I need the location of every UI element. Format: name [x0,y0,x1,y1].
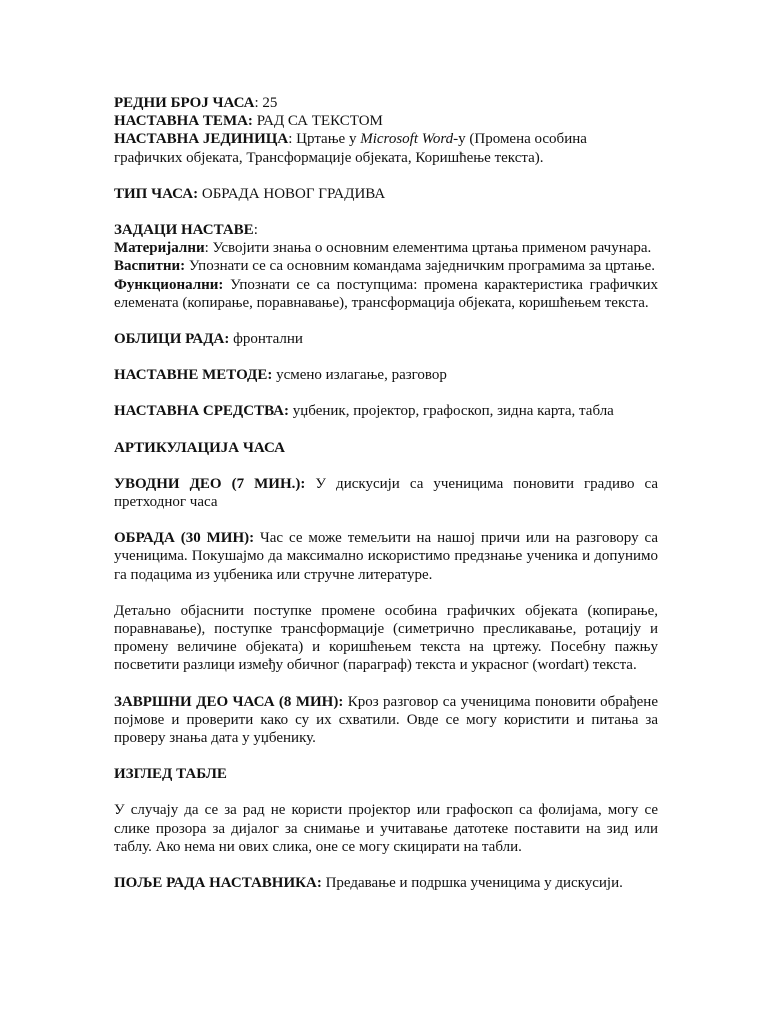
unit-text-after: -у (Промена особина графичких објеката, Трансформације објеката, Коришћење текста). [114,131,587,166]
tasks-material [114,239,658,257]
teacher-value: Предавање и подршка ученицима у дискусији. [321,875,623,892]
articulation-heading-line [114,439,658,457]
tools-label: НАСТАВНА СРЕДСТВА: [114,403,289,420]
work-forms-line [114,330,658,348]
tasks-functional [114,276,658,312]
tasks-functional-text: Упознати се са поступцима: промена карактеристика графичких елемената (копирање, поравнавање), трансформација објеката, коришћењем текста. [114,276,658,311]
tasks-heading: ЗАДАЦИ НАСТАВЕ [114,222,254,239]
lesson-type-value: ОБРАДА НОВОГ ГРАДИВА [198,185,386,202]
unit-italic-text: Microsoft Word [360,131,454,148]
lesson-number-label: РЕДНИ БРОЈ ЧАСА [114,95,255,111]
intro-text: У дискусији са ученицима поновити градиво са претходног часа [114,475,658,511]
tasks-material-text: : Усвојити знања о основним елементима цртања применом рачунара. [204,240,652,257]
intro-paragraph [114,475,658,511]
teacher-line [114,874,658,892]
tasks-educational [114,257,658,275]
lesson-number-line [114,94,658,112]
unit-line [114,130,658,166]
topic-value: РАД СА ТЕКСТОМ [252,113,383,130]
tasks-functional-label: Функционални: [114,276,224,293]
tools-value: уџбеник, пројектор, графоскоп, зидна карта, табла [288,403,614,420]
methods-line [114,366,658,384]
tools-line [114,402,658,420]
lesson-number-value: : 25 [254,95,278,111]
board-paragraph: У случају да се за рад не користи пројектор или графоскоп са фолијама, могу се слике прозора за дијалог за снимање и учитавање датотеке поставити на зид или таблу. Ако нема ни ових слика, оне се могу скицирати на табли. [114,802,658,855]
tasks-educational-text: Упознати се са основним командама заједничким програмима за цртање. [185,258,656,275]
methods-value: усмено излагање, разговор [272,367,447,384]
methods-label: НАСТАВНЕ МЕТОДЕ: [114,367,273,384]
teacher-label: ПОЉЕ РАДА НАСТАВНИКА: [114,875,322,892]
final-label: ЗАВРШНИ ДЕО ЧАСА (8 МИН): [114,693,344,710]
processing-text: Час се може темељити на нашој причи или на разговору са ученицима. Покушајмо да максимално искористимо предзнање ученика и допунимо га подацима из уџбеника или стручне литературе. [114,530,659,583]
tasks-heading-suffix: : [253,222,258,239]
lesson-type-label: ТИП ЧАСА: [114,185,199,202]
unit-label: НАСТАВНА ЈЕДИНИЦА [114,131,289,148]
processing-detail-paragraph: Детаљно објаснити поступке промене особина графичких објеката (копирање, поравнавање), поступке трансформације (симетрично пресликавање, ротацију и промену величине објеката) и коришћењем текста на цртежу. Посебну пажњу посветити разлици између обичног (параграф) текста и украсног (wordart) текста. [114,602,658,674]
board-heading-line [114,765,658,783]
final-paragraph [114,693,658,748]
processing-label: ОБРАДА (30 МИН): [114,530,255,547]
work-forms-label: ОБЛИЦИ РАДА: [114,331,230,348]
unit-text-before: : Цртање у [288,131,361,148]
final-text: Кроз разговор са ученицима поновити обрађене појмове и проверити како су их схватили. Овде се могу користити и питања за проверу знања дата у уџбенику. [114,693,658,747]
tasks-educational-label: Васпитни: [114,258,186,275]
board-heading: ИЗГЛЕД ТАБЛЕ [114,766,227,783]
work-forms-value: фронтални [229,331,303,348]
articulation-heading: АРТИКУЛАЦИЈА ЧАСА [114,439,285,456]
intro-label: УВОДНИ ДЕО (7 МИН.): [114,475,306,492]
tasks-material-label: Материјални [114,240,205,257]
lesson-type-line [114,185,658,203]
processing-paragraph [114,529,658,584]
tasks-heading-line [114,221,658,239]
topic-label: НАСТАВНА ТЕМА: [114,113,253,130]
topic-line [114,112,658,130]
